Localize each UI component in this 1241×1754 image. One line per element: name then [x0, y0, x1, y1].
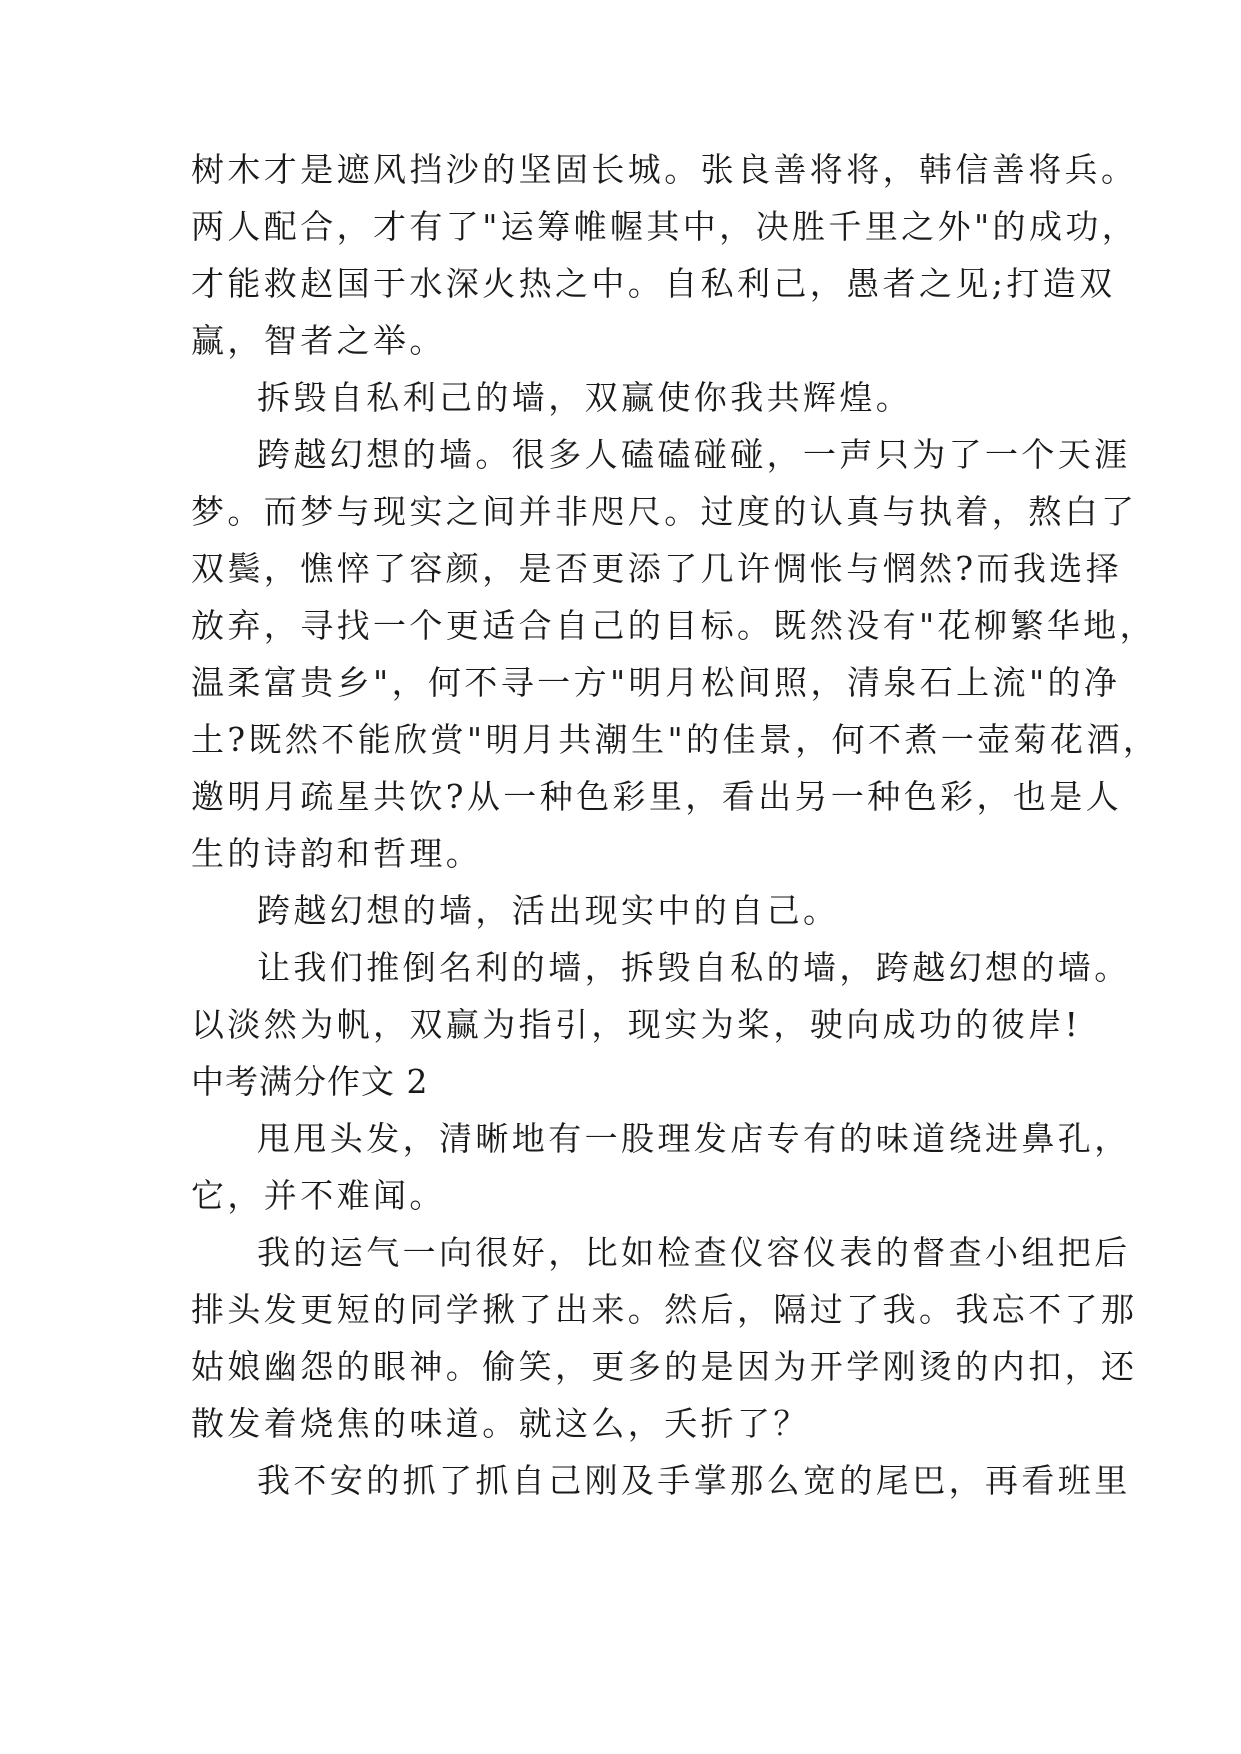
text-line: 姑娘幽怨的眼神。偷笑，更多的是因为开学刚烫的内扣，还: [191, 1347, 1138, 1386]
text-line: 拆毁自私利己的墙，双赢使你我共辉煌。: [257, 378, 913, 417]
text-line: 以淡然为帆，双赢为指引，现实为桨，驶向成功的彼岸!: [191, 1005, 1082, 1044]
text-line: 跨越幻想的墙。很多人磕磕碰碰，一声只为了一个天涯: [257, 435, 1131, 474]
text-line: 土?既然不能欣赏"明月共潮生"的佳景，何不煮一壶菊花酒，: [191, 720, 1160, 759]
text-line: 排头发更短的同学揪了出来。然后，隔过了我。我忘不了那: [191, 1290, 1138, 1329]
section-heading: 中考满分作文 2: [191, 1062, 429, 1101]
text-line: 跨越幻想的墙，活出现实中的自己。: [257, 891, 840, 930]
text-line: 甩甩头发，清晰地有一股理发店专有的味道绕进鼻孔，: [257, 1119, 1131, 1158]
text-line: 两人配合，才有了"运筹帷幄其中，决胜千里之外"的成功，: [191, 207, 1139, 246]
text-line: 我的运气一向很好，比如检查仪容仪表的督查小组把后: [257, 1233, 1131, 1272]
text-line: 生的诗韵和哲理。: [191, 834, 483, 873]
text-line: 才能救赵国于水深火热之中。自私利己，愚者之见;打造双: [191, 264, 1116, 303]
text-line: 放弃，寻找一个更适合自己的目标。既然没有"花柳繁华地，: [191, 606, 1156, 645]
text-line: 让我们推倒名利的墙，拆毁自私的墙，跨越幻想的墙。: [257, 948, 1131, 987]
text-line: 它，并不难闻。: [191, 1176, 446, 1215]
text-line: 散发着烧焦的味道。就这么，夭折了？: [191, 1404, 810, 1443]
text-line: 温柔富贵乡"，何不寻一方"明月松间照，清泉石上流"的净: [191, 663, 1121, 702]
text-line: 我不安的抓了抓自己刚及手掌那么宽的尾巴，再看班里: [257, 1461, 1131, 1500]
text-line: 邀明月疏星共饮?从一种色彩里，看出另一种色彩，也是人: [191, 777, 1123, 816]
text-line: 双鬓，憔悴了容颜，是否更添了几许惆怅与惘然?而我选择: [191, 549, 1123, 588]
text-line: 树木才是遮风挡沙的坚固长城。张良善将将，韩信善将兵。: [191, 150, 1138, 189]
text-line: 梦。而梦与现实之间并非咫尺。过度的认真与执着，熬白了: [191, 492, 1138, 531]
text-line: 赢，智者之举。: [191, 321, 446, 360]
